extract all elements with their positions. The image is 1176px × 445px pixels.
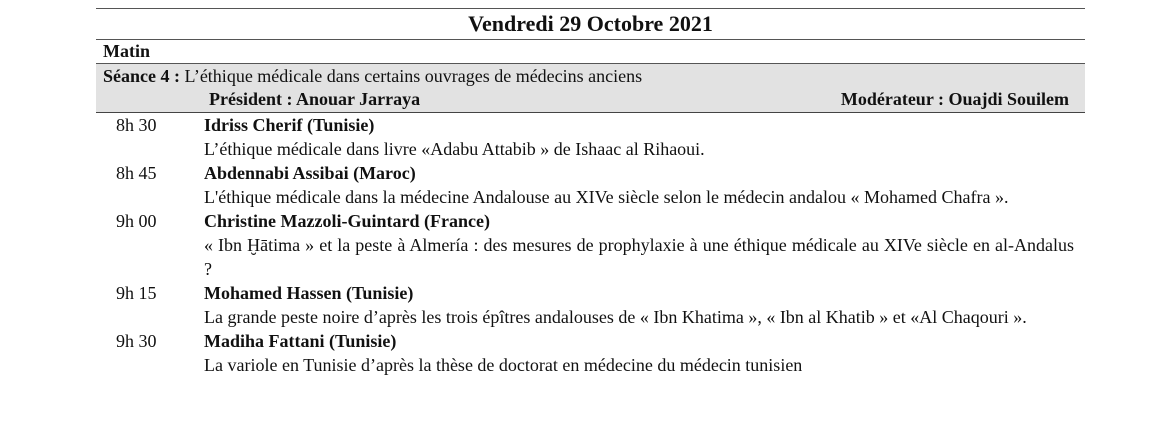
talk-speaker: Christine Mazzoli-Guintard (France) [204, 211, 490, 231]
session-moderator: Modérateur : Ouajdi Souilem [840, 89, 1069, 109]
talk-title: « Ibn Ḫātima » et la peste à Almería : des mesures de prophylaxie à une éthique médicale au XIVe siècle en al-Andalus ? [204, 235, 1074, 279]
talk-item [96, 329, 1085, 377]
talk-time: 9h 00 [116, 211, 157, 231]
talk-speaker: Idriss Cherif (Tunisie) [204, 115, 375, 135]
session-president: Président : Anouar Jarraya [209, 89, 421, 109]
session-header [96, 64, 1085, 113]
day-title: Vendredi 29 Octobre 2021 [96, 8, 1085, 40]
talk-item [96, 209, 1085, 281]
talk-item [96, 161, 1085, 209]
talk-title: L’éthique médicale dans livre «Adabu Attabib » de Ishaac al Rihaoui. [204, 139, 705, 159]
session-label: Séance 4 : [103, 66, 180, 86]
talk-title: La variole en Tunisie d’après la thèse de doctorat en médecine du médecin tunisien [204, 355, 803, 375]
period-label: Matin [96, 40, 1085, 64]
talk-time: 8h 45 [116, 163, 157, 183]
talk-speaker: Abdennabi Assibai (Maroc) [204, 163, 416, 183]
talk-time: 8h 30 [116, 115, 157, 135]
talk-time: 9h 15 [116, 283, 157, 303]
talk-title: La grande peste noire d’après les trois épîtres andalouses de « Ibn Khatima », « Ibn al Khatib » et «Al Chaqouri ». [204, 307, 1027, 327]
talk-item [96, 113, 1085, 161]
program-page [96, 8, 1085, 377]
session-title-line [96, 64, 1085, 88]
talk-title: L'éthique médicale dans la médecine Andalouse au XIVe siècle selon le médecin andalou « Mohamed Chafra ». [204, 187, 1009, 207]
talk-item [96, 281, 1085, 329]
session-chairs [96, 88, 1085, 112]
talk-speaker: Madiha Fattani (Tunisie) [204, 331, 397, 351]
talk-speaker: Mohamed Hassen (Tunisie) [204, 283, 414, 303]
session-title: L’éthique médicale dans certains ouvrages de médecins anciens [179, 66, 643, 86]
talk-time: 9h 30 [116, 331, 157, 351]
